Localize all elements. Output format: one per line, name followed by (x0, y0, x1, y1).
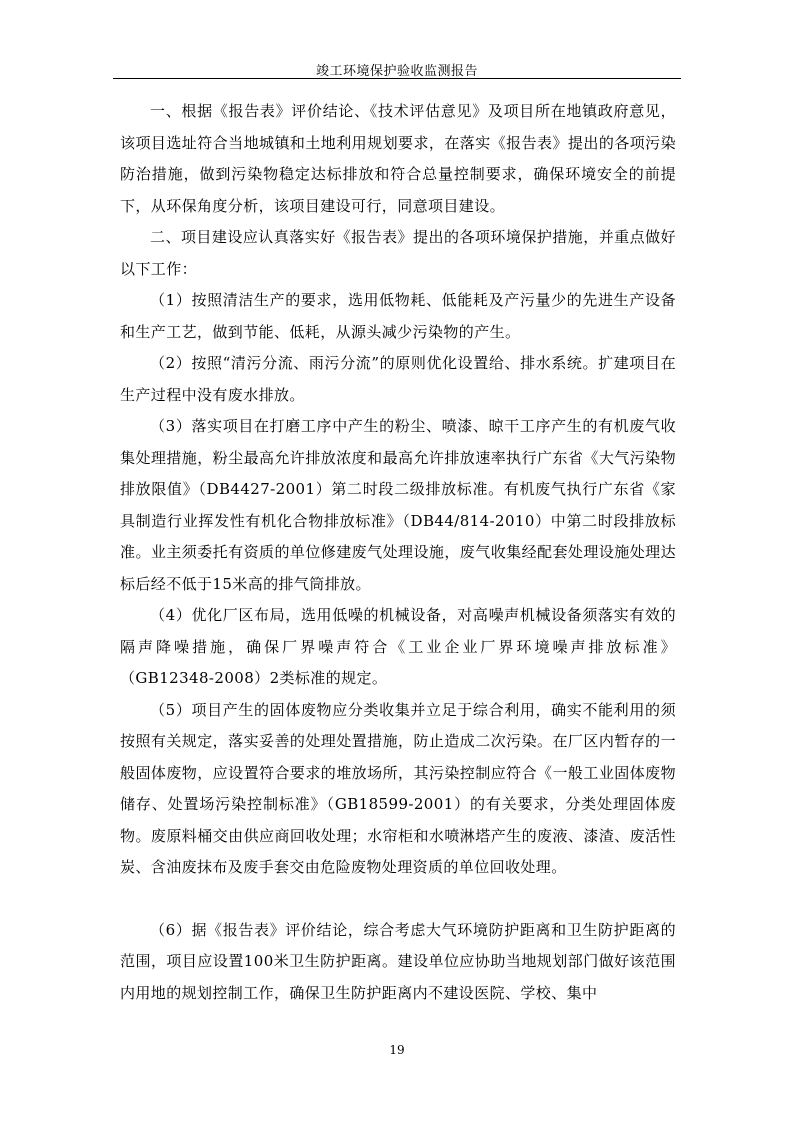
running-header: 竣工环境保护验收监测报告 (315, 64, 478, 79)
paragraph-item-1: （1）按照清洁生产的要求，选用低物耗、低能耗及产污量少的先进生产设备和生产工艺，做到节能、低耗，从源头减少污染物的产生。 (120, 291, 676, 341)
page-number: 19 (389, 1043, 405, 1057)
paragraph-item-3: （3）落实项目在打磨工序中产生的粉尘、喷漆、晾干工序产生的有机废气收集处理措施，粉尘最高允许排放浓度和最高允许排放速率执行广东省《大气污染物排放限值》（DB4427-2001）第二时段二级排放标准。有机废气执行广东省《家具制造行业挥发性有机化合物排放标准》（DB44/814-2010）中第二时段排放标准。业主须委托有资质的单位修建废气处理设施，废气收集经配套处理设施处理达标后经不低于15米高的排气筒排放。 (120, 417, 676, 593)
paragraph-opinion-1: 一、根据《报告表》评价结论、《技术评估意见》及项目所在地镇政府意见，该项目选址符合当地城镇和土地利用规划要求，在落实《报告表》提出的各项污染防治措施，做到污染物稳定达标排放和符合总量控制要求，确保环境安全的前提下，从环保角度分析，该项目建设可行，同意项目建设。 (120, 102, 676, 215)
paragraph-opinion-2: 二、项目建设应认真落实好《报告表》提出的各项环境保护措施，并重点做好以下工作： (120, 228, 676, 278)
paragraph-item-5: （5）项目产生的固体废物应分类收集并立足于综合利用，确实不能利用的须按照有关规定，落实妥善的处理处置措施，防止造成二次污染。在厂区内暂存的一般固体废物，应设置符合要求的堆放场所，其污染控制应符合《一般工业固体废物储存、处置场污染控制标准》（GB18599-2001）的有关要求，分类处理固体废物。废原料桶交由供应商回收处理；水帘柜和水喷淋塔产生的废液、漆渣、废活性炭、含油废抹布及废手套交由危险废物处理资质的单位回收处理。 (120, 700, 676, 876)
paragraph-item-2: （2）按照“清污分流、雨污分流”的原则优化设置给、排水系统。扩建项目在生产过程中没有废水排放。 (120, 354, 676, 404)
header-rule (113, 78, 681, 79)
body-text (120, 96, 676, 1009)
paragraph-item-6: （6）据《报告表》评价结论，综合考虑大气环境防护距离和卫生防护距离的范围，项目应设置100米卫生防护距离。建设单位应协助当地规划部门做好该范围内用地的规划控制工作，确保卫生防护距离内不建设医院、学校、集中 (120, 920, 676, 1002)
paragraph-item-4: （4）优化厂区布局，选用低噪的机械设备，对高噪声机械设备须落实有效的隔声降噪措施，确保厂界噪声符合《工业企业厂界环境噪声排放标准》（GB12348-2008）2类标准的规定。 (120, 606, 676, 687)
